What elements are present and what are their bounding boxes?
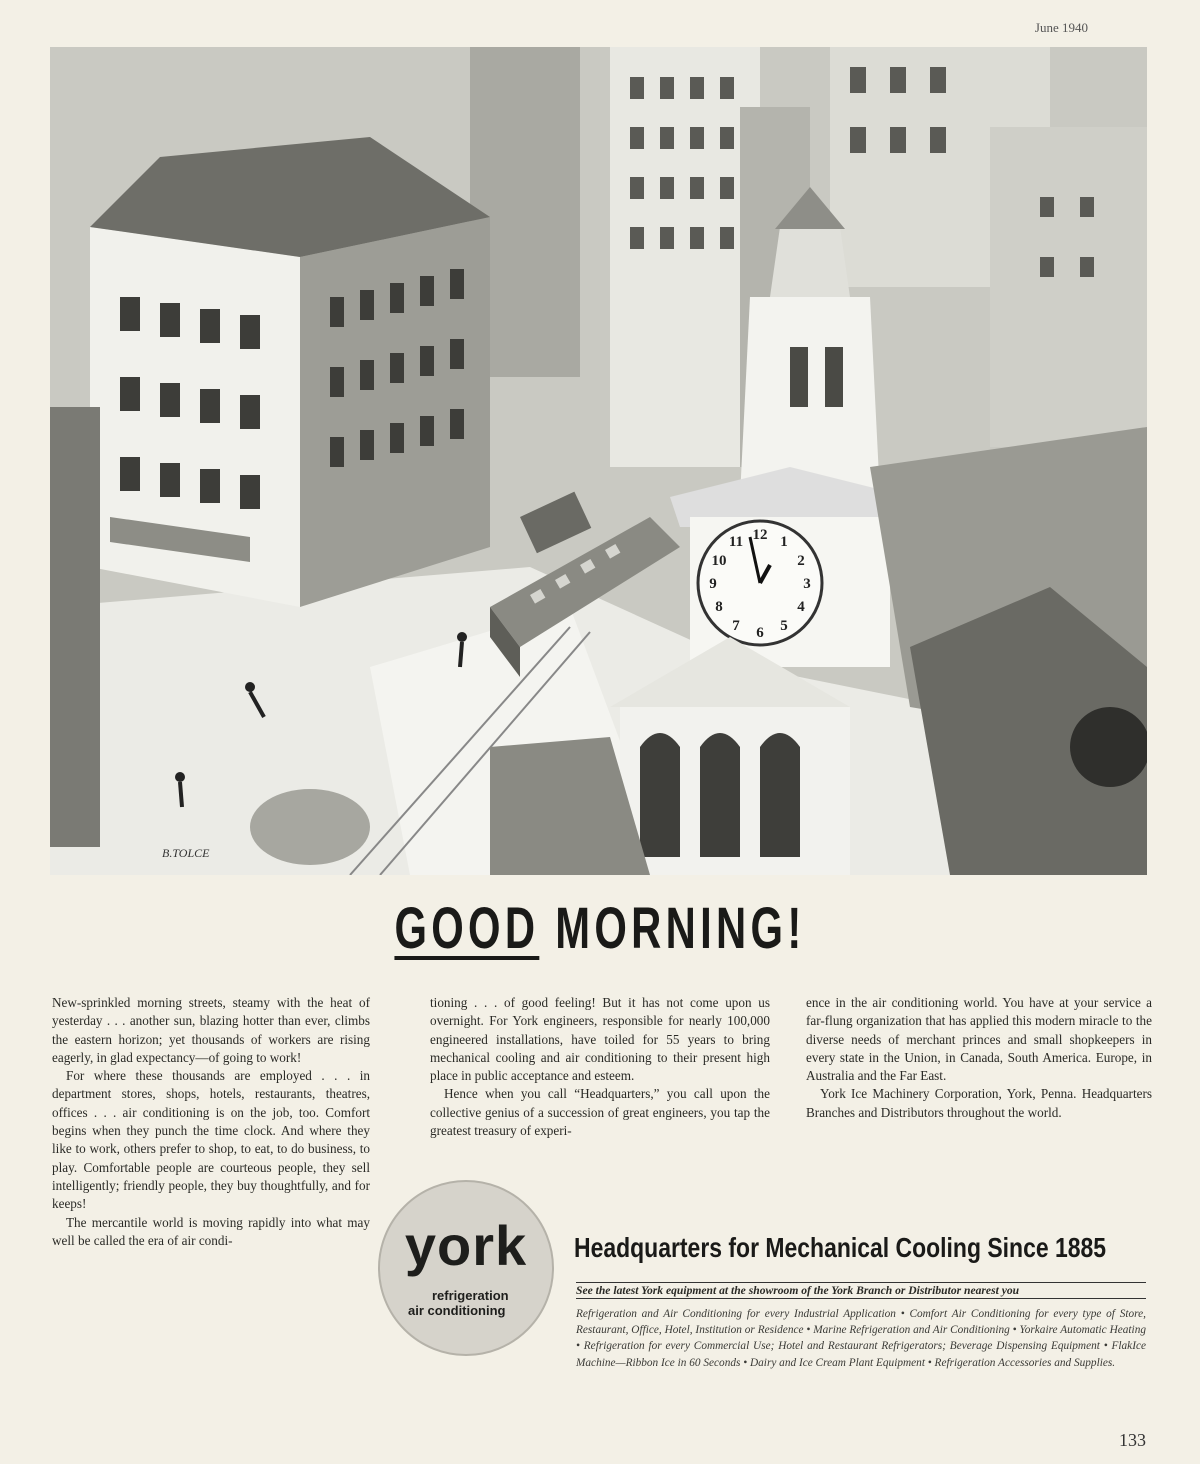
clock-numeral: 8	[715, 599, 723, 615]
logo-line-refrigeration: refrigeration	[432, 1288, 509, 1303]
street-scene-drawing	[50, 47, 1147, 875]
headline-word-good: GOOD	[394, 896, 540, 961]
clock-numeral: 3	[803, 576, 811, 592]
paragraph: The mercantile world is moving rapidly into what may well be called the era of air condi-	[52, 1214, 370, 1248]
paragraph: tioning . . . of good feeling! But it has not come upon us overnight. For York engineers, responsible for nearly 100,000 engineered installations, have toiled for 55 years to bring mechanical cooling and air conditioning to their present high place in public acceptance and esteem.	[430, 995, 770, 1084]
tagline: Headquarters for Mechanical Cooling Since 1885	[574, 1232, 1107, 1263]
paragraph: ence in the air conditioning world. You have at your service a far-flung organization that has applied this modern miracle to the diverse needs of merchant princes and small shopkeepers in every state in the Union, in Canada, South America. Europe, in Australia and the Far East.	[806, 995, 1152, 1084]
york-logo	[378, 1180, 554, 1356]
product-list: Refrigeration and Air Conditioning for every Industrial Application • Comfort Air Conditioning for every type of Store, Restaurant, Office, Hotel, Institution or Residence • Marine Refrigeration and Air Conditioning • Yorkaire Automatic Heating • Refrigeration for every Commercial Use; Hotel and Restaurant Refrigerators; Beverage Dispensing Equipment • FlakIce Machine—Ribbon Ice in 60 Seconds • Dairy and Ice Cream Plant Equipment • Refrigeration Accessories and Supplies.	[576, 1308, 1146, 1369]
clock-numeral: 4	[797, 599, 805, 615]
showroom-line: See the latest York equipment at the showroom of the York Branch or Distributor nearest you	[576, 1282, 1146, 1299]
clock-numeral: 1	[780, 534, 788, 550]
logo-line-air-conditioning: air conditioning	[408, 1303, 506, 1318]
body-column-3	[806, 994, 1152, 1122]
clock-numeral: 7	[732, 618, 740, 634]
clock-numeral: 11	[728, 534, 744, 550]
body-column-2	[430, 994, 770, 1140]
clock-numeral: 5	[780, 618, 788, 634]
paragraph: For where these thousands are employed . . . in department stores, shops, hotels, restaurants, theatres, offices . . . air conditioning is on the job, too. Comfort begins when they punch the time clock. And where they like to work, others prefer to shop, to eat, to do business, to play. Comfortable people are courteous people, they sell intelligently; friendly people, they buy thoughtfully, and for keeps!	[52, 1068, 370, 1212]
issue-date: June 1940	[1034, 20, 1088, 35]
clock-numeral: 10	[711, 553, 727, 569]
clock-numeral: 2	[797, 553, 805, 569]
headline-word-morning: MORNING!	[555, 896, 806, 961]
clock-numeral: 9	[709, 576, 717, 592]
page-number: 133	[1119, 1430, 1146, 1450]
paragraph: New-sprinkled morning streets, steamy with the heat of yesterday . . . another sun, blazing hotter than ever, climbs the eastern horizon; yet thousands of workers are rising eagerly, in glad expectancy—of going to work!	[52, 995, 370, 1065]
paragraph: York Ice Machinery Corporation, York, Penna. Headquarters Branches and Distributors throughout the world.	[806, 1086, 1152, 1120]
headline	[168, 895, 1032, 962]
street-illustration	[50, 47, 1147, 875]
paragraph: Hence when you call “Headquarters,” you call upon the collective genius of a succession of great engineers, you tap the greatest treasury of experi-	[430, 1086, 770, 1139]
body-column-1	[52, 994, 370, 1250]
logo-wordmark: york	[404, 1214, 528, 1277]
clock-numeral: 12	[752, 527, 768, 543]
clock-numeral: 6	[756, 625, 764, 641]
artist-signature: B.TOLCE	[162, 846, 210, 860]
